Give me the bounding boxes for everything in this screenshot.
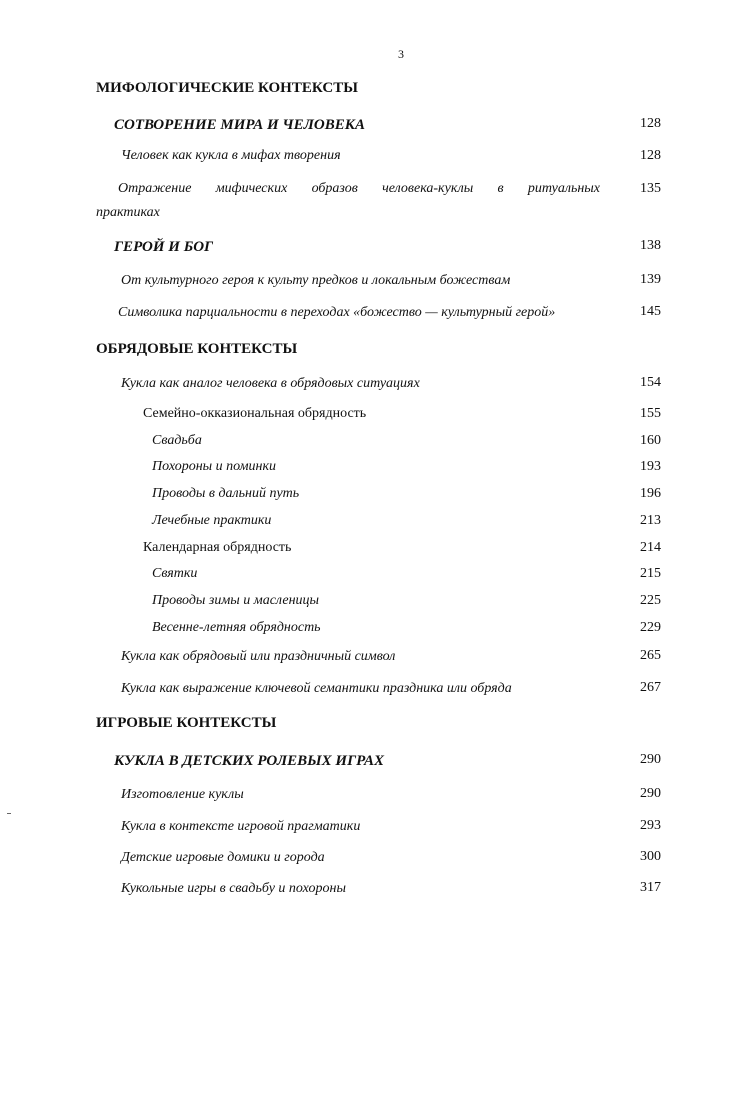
page-number: 3 <box>398 47 404 61</box>
section-heading: ИГРОВЫЕ КОНТЕКСТЫ <box>96 715 277 731</box>
toc-entry-title: Детские игровые домики и города <box>121 850 325 865</box>
toc-page-number: 225 <box>640 593 661 608</box>
toc-entry-title: Кукла как обрядовый или праздничный символ <box>121 649 396 664</box>
toc-entry-title: Святки <box>152 566 198 581</box>
toc-entry-title: Кукла как аналог человека в обрядовых ситуациях <box>121 376 420 391</box>
toc-page-number: 196 <box>640 486 661 501</box>
toc-entry-title: ГЕРОЙ И БОГ <box>114 239 214 255</box>
toc-page-number: 145 <box>640 304 661 319</box>
toc-entry-title: Проводы зимы и масленицы <box>152 593 320 608</box>
toc-page-number: 229 <box>640 620 661 635</box>
toc-entry-title-line2: практиках <box>96 205 160 220</box>
toc-page-number: 128 <box>640 148 661 163</box>
toc-entry-title: Календарная обрядность <box>143 540 292 555</box>
toc-entry-title: Похороны и поминки <box>152 459 277 474</box>
toc-page-number: 317 <box>640 880 661 895</box>
toc-entry-title: Семейно-окказиональная обрядность <box>143 406 367 421</box>
toc-entry-title: Кукольные игры в свадьбу и похороны <box>121 881 346 896</box>
toc-entry-title: Символика парциальности в переходах «божество — культурный герой» <box>118 305 556 320</box>
toc-page-number: 267 <box>640 680 661 695</box>
toc-page-number: 154 <box>640 375 661 390</box>
toc-page-number: 135 <box>640 181 661 196</box>
toc-page-number: 290 <box>640 786 661 801</box>
toc-page-number: 213 <box>640 513 661 528</box>
margin-mark <box>7 813 11 814</box>
toc-entry-title-line1: Отражение мифических образов человека-куклы в ритуальных <box>118 181 600 196</box>
toc-entry-title: От культурного героя к культу предков и локальным божествам <box>121 273 511 288</box>
toc-entry-title: Кукла в контексте игровой прагматики <box>121 819 361 834</box>
section-heading: ОБРЯДОВЫЕ КОНТЕКСТЫ <box>96 341 298 357</box>
toc-entry-title: Изготовление куклы <box>121 787 244 802</box>
toc-entry-title: Проводы в дальний путь <box>152 486 300 501</box>
toc-page-number: 215 <box>640 566 661 581</box>
toc-page-number: 193 <box>640 459 661 474</box>
toc-entry-title: СОТВОРЕНИЕ МИРА И ЧЕЛОВЕКА <box>114 117 365 133</box>
toc-entry-title: Кукла как выражение ключевой семантики праздника или обряда <box>121 681 512 696</box>
toc-entry-title: Весенне-летняя обрядность <box>152 620 321 635</box>
toc-page-number: 300 <box>640 849 661 864</box>
toc-page-number: 290 <box>640 752 661 767</box>
toc-page-number: 293 <box>640 818 661 833</box>
toc-entry-title: Свадьба <box>152 433 202 448</box>
section-heading: МИФОЛОГИЧЕСКИЕ КОНТЕКСТЫ <box>96 80 358 96</box>
toc-page-number: 265 <box>640 648 661 663</box>
toc-page-number: 214 <box>640 540 661 555</box>
toc-page-number: 139 <box>640 272 661 287</box>
toc-page-number: 160 <box>640 433 661 448</box>
toc-entry-title: КУКЛА В ДЕТСКИХ РОЛЕВЫХ ИГРАХ <box>114 753 384 769</box>
toc-page-number: 138 <box>640 238 661 253</box>
toc-page-number: 155 <box>640 406 661 421</box>
toc-page-number: 128 <box>640 116 661 131</box>
toc-entry-title: Человек как кукла в мифах творения <box>121 148 341 163</box>
toc-entry-title: Лечебные практики <box>152 513 272 528</box>
